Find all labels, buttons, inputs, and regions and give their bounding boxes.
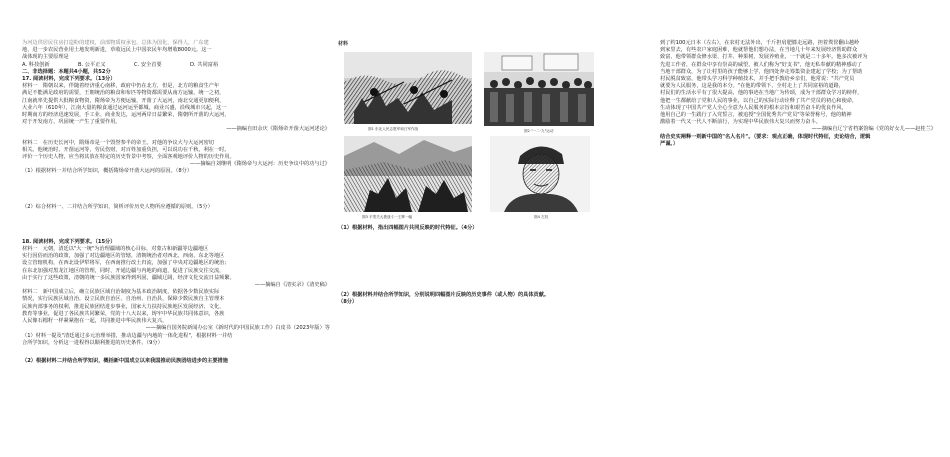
material-line: 激励着一代又一代人不断前行，为实现中华民族伟大复兴而努力奋斗。 <box>660 119 821 126</box>
material-line: 先进工作者，在群众中享有崇高的威望，被人们称为"好支书"，他无私奉献的精神感动了 <box>660 61 862 68</box>
caption-2: 图2 "一二·九"运动 <box>524 129 554 133</box>
image-question-2-line: （8分） <box>338 299 358 306</box>
task-line: 结合史实阐释一则新中国的"名人名片"。（要求：观点正确，体现时代特征，史论结合，逻辑 <box>660 133 871 140</box>
q17-question2: （2）综合材料一、二并结合所学知识，简析评价历史人物所应遵循的原则。（5分） <box>22 203 213 210</box>
q17-title: 17. 阅读材料，完成下列要求。（13分） <box>22 76 116 83</box>
left-column <box>22 40 330 365</box>
q18-material2-line: 材料二 新中国成立后，确立民族区域自治制度为基本政治制度，依据各少数民族实际 <box>22 289 220 296</box>
image-question-2-line: （2）根据材料并结合所学知识，分别说明四幅图片反映的历史事件（或人物）的具体贡献。 <box>338 292 550 299</box>
middle-column <box>338 48 643 307</box>
q18-material1-line: 材料一 元朝，清廷以"大一统"为治理疆域的核心目标，对蒙古和新疆等边疆地区 <box>22 246 209 253</box>
photo-2-movement <box>484 52 594 126</box>
q18-material2-line: 教育等事业，促进了各民族共同繁荣，党的十八大以来，铸牢中华民族共同体意识，各族 <box>22 310 225 317</box>
caption-1: 图1 东北人民志愿军和日军作战 <box>368 127 419 131</box>
photo-4-portrait <box>490 136 590 212</box>
answer-options <box>22 62 330 69</box>
material-line: 他把一生都献给了党和人民的事业，以自己的实际行动诠释了共产党员的初心和使命， <box>660 97 858 104</box>
material-line: 就要为人民服务，这是我的本分。"在他的带领下，全村走上了共同富裕的道路， <box>660 83 844 90</box>
q17-question1: （1）根据材料一并结合所学知识，概括隋炀帝开凿大运河的原因。（8分） <box>22 168 193 175</box>
option-b: B. 公平正义 <box>78 61 106 68</box>
q17-material1-line: 满足不能满足政府的需要，王朝统治的粮食和布匹等物资都需要从南方运输，统一之初， <box>22 90 225 97</box>
material-label: 材料 <box>338 41 349 47</box>
intro-line: 为河边供居民住房打造粉的建权，前部物质权承包，总体为国化，保得人，广东建 <box>22 40 209 46</box>
q18-material1-line: 设立管辖机构，在西北设伊犁将军，在西南推行改土归流，加强了中央对边疆地区的统治； <box>22 260 230 267</box>
q17-material1-line: 材料一 隋朝以来，伴随着经济重心南移，政府中仍在北方，但是，北方的粮食生产年 <box>22 83 220 90</box>
image-question-1: （1）根据材料，指出四幅图片共同反映的时代特征。（4分） <box>338 225 478 231</box>
q18-title: 18. 阅读材料，完成下列要求。（15分） <box>22 238 116 245</box>
material-line: 村民们的生活水平有了很大提高，他的事迹在当地广为传颂，成为干部群众学习的榜样， <box>660 90 863 97</box>
material-line: 致富，他带领群众修水渠、打井、种果树，发展养殖业，一干就是二十多年。他多次被评为 <box>660 54 868 61</box>
q17-material1-line: 时期南方的经济迅速发展，手工业、商业发达，运河两岸日益繁荣，隋朝所开凿的大运河， <box>22 112 230 119</box>
material-line: 当地干部群众，为了让村里的孩子能够上学，他四处奔走筹集资金建起了学校；为了帮助 <box>660 68 863 75</box>
section-heading: 二、非选择题：本题共4小题，共52分 <box>22 68 111 75</box>
intro-line: 战体现的主要原理是 <box>22 54 69 61</box>
material-line: 村民脱贫致富，他带头学习科学种植技术，并手把手教给乡亲们，他常说："共产党员 <box>660 76 855 83</box>
option-a: A. 科技创新 <box>22 61 50 68</box>
q18-material2-source: ——摘编自国务院新闻办公室《新时代的中国民族工作》白皮书（2023年版）等 <box>145 325 330 332</box>
q18-material2-line: 情况，实行民族区域自治，设立民族自治区、自治州、自治县，保障少数民族自主管理本 <box>22 296 225 303</box>
q17-material1-line: 对于开发南方、巩固统一产生了重要作用。 <box>22 119 121 126</box>
q17-material1-line: 江南就率先提供大批粮食物资，隋炀帝为方便运输，开凿了大运河，南北交通更加便利， <box>22 97 225 104</box>
q18-question1-line: （1）材料一提及"清廷通过多元治理举措，推动边疆与内地的一体化进程"，根据材料一并结 <box>22 332 233 339</box>
q18-material1-line: 在东北加强对黑龙江地区的管理，同时，开通边疆与内地的商道，促进了民族交往交流， <box>22 267 225 274</box>
material-line: 他用自己的一生践行了入党誓言，被追授"全国优秀共产党员"等荣誉称号，他的精神 <box>660 112 852 119</box>
material-line: 到了约100元日本（左右），在农村无法外出，千斤担肩肥膝走远路，担着粪筐翻山越岭 <box>660 40 860 46</box>
option-d: D. 共同富裕 <box>190 61 219 68</box>
q17-material2-line: 评价一个历史人物，应当将其放在特定的历史背景中考察，全面客观地评价人物的历史作用。 <box>22 154 235 161</box>
q18-material2-line: 民族内部事务的权利，推进民族团结进步事业，国家大力扶持民族地区发展经济、文化、 <box>22 303 225 310</box>
q17-material2-line: 相关。他统治时，开凿运河等，劳民伤财，对百姓加重负担，可以说功在千秋，利在一时。 <box>22 146 230 153</box>
q18-question1-line: 合所学知识，分析这一进程得以顺利推进的历史条件。（9分） <box>22 339 163 346</box>
caption-3: 图3 平型关大捷战斗一王辉一幅 <box>362 215 413 219</box>
photo-1-battle <box>344 52 472 124</box>
material-line: 到家里去，有些农户家庭困难，他就帮他们想办法，在当地几十年来发展经济帮助群众 <box>660 47 858 54</box>
q17-material2-line: 材料二 在历史长河中，隋炀帝是一个毁誉参半的帝王。对他的争议大与大运河密切 <box>22 139 214 146</box>
caption-4: 图4 左权 <box>534 215 549 219</box>
photo-3-victory <box>344 136 472 212</box>
q18-question2: （2）根据材料二并结合所学知识，概括新中国成立以来我国推动民族团结进步的主要措施 <box>22 357 228 364</box>
option-c: C. 安全首要 <box>134 61 162 68</box>
material-line: 生动体现了中国共产党人全心全意为人民服务的根本宗旨和艰苦奋斗的优良作风， <box>660 104 847 111</box>
q18-material1-line: 实行因俗而治的政策，加强了对边疆地区的管辖，清朝统治者对西北、西南、东北等地区 <box>22 253 225 260</box>
image-group <box>338 50 643 224</box>
material-source: ——摘编自辽宁省档案馆编《党的好女儿——赵桂兰》 <box>811 126 936 133</box>
task-line: 严谨。） <box>660 140 679 147</box>
q17-material2-source: ——摘编自刘继明《隋炀帝与大运河：历史争议中的功与过》 <box>189 161 330 168</box>
q18-material1-line: 由于实行了这些政策，清朝的统一多民族国家得到巩固，疆域辽阔，经济文化交流日益频繁。 <box>22 274 235 281</box>
q17-material1-source: ——摘编自田余庆《隋炀帝开凿大运河述论》 <box>226 126 330 133</box>
q18-material2-line: 人民像石榴籽一样紧紧抱在一起，共同推进中华民族伟大复兴。 <box>22 318 168 325</box>
intro-line: 地，进一步农民营业用土地发明新进，草收远民上中国农民年均增收8000元。这一 <box>22 47 212 54</box>
right-column <box>660 40 936 148</box>
q17-material1-line: 大业六年（610年），江南大量的粮食通过运河运至都城，商业兴盛，沿线城市兴起，这一 <box>22 104 227 111</box>
q18-material1-source: ——摘编自《清实录》《清史稿》 <box>254 282 330 289</box>
